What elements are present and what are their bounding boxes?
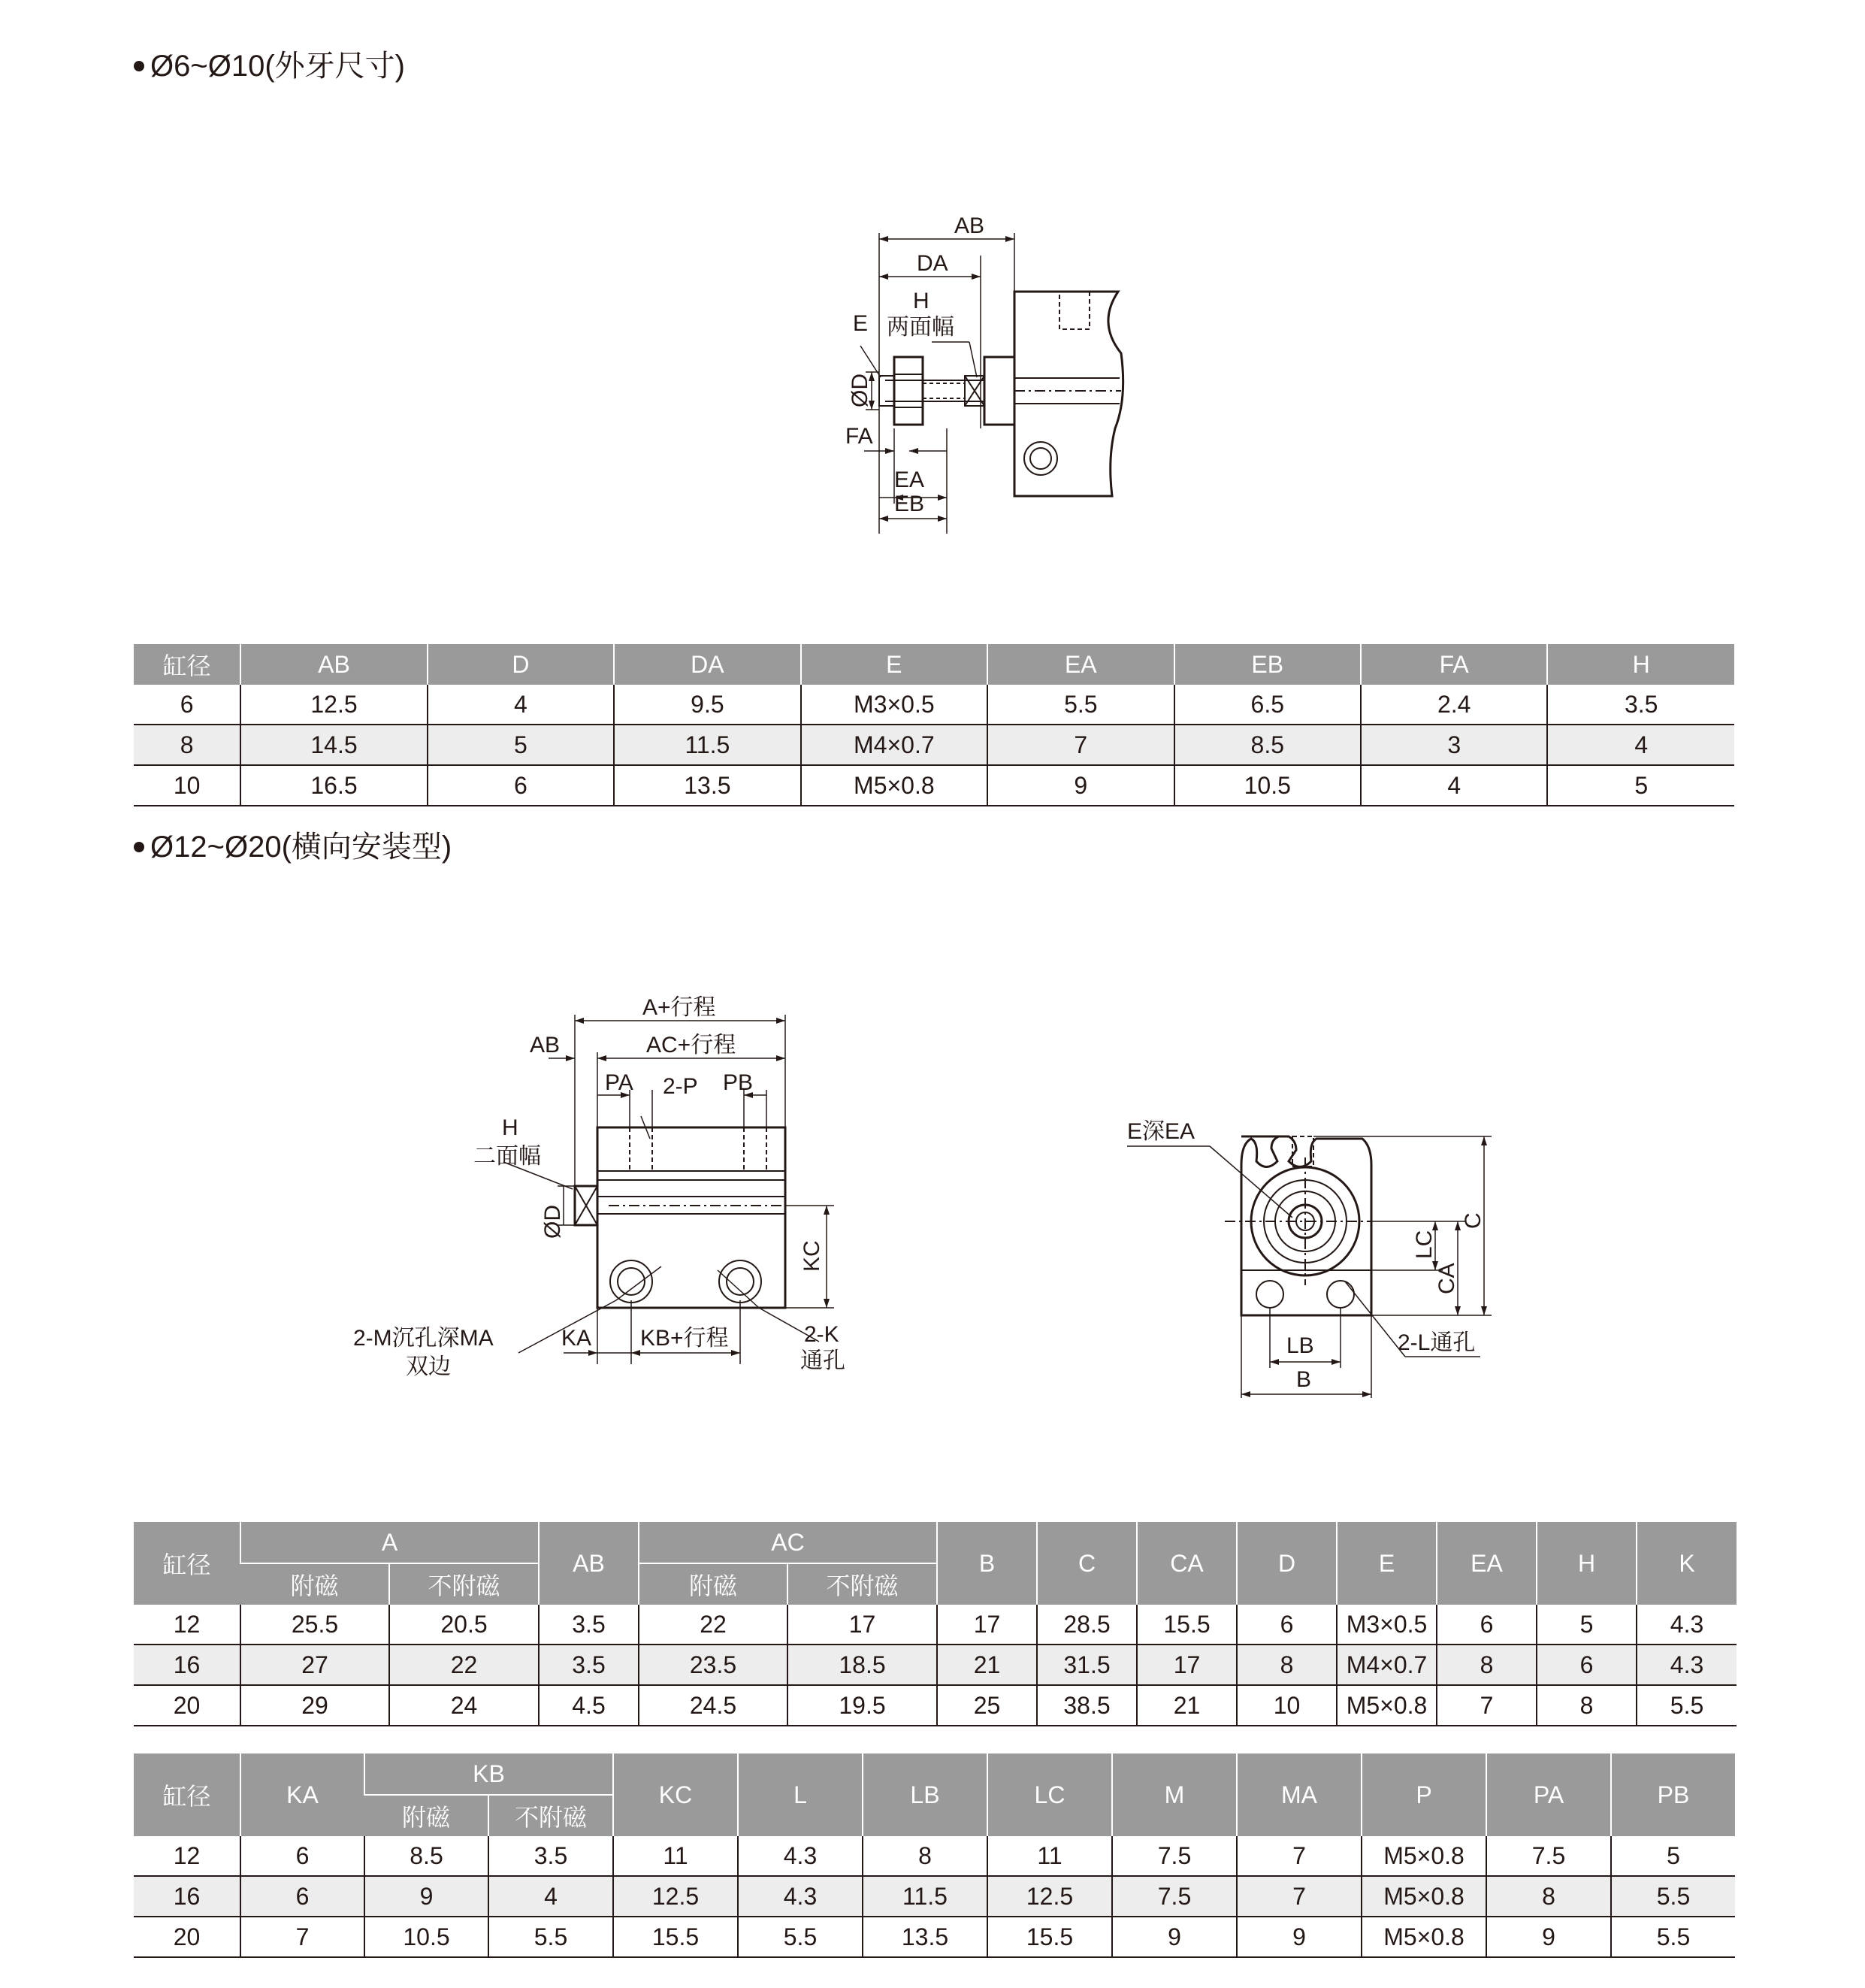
table-header-cell: DA: [614, 644, 800, 685]
label-kb-stroke: KB+行程: [640, 1326, 729, 1351]
th-a-magnetic: 附磁: [240, 1563, 389, 1605]
table-cell: 17: [787, 1605, 937, 1645]
table-cell: 11: [613, 1836, 738, 1876]
table-cell: 25: [937, 1685, 1037, 1726]
th-kb: KB: [364, 1753, 613, 1795]
table-cell: 8.5: [1174, 725, 1361, 765]
table-cell: 16.5: [240, 765, 427, 806]
th-b: B: [937, 1522, 1037, 1605]
th-lb: LB: [863, 1753, 987, 1836]
table-cell: 8: [134, 725, 240, 765]
table-row: [134, 1605, 1737, 1645]
table-header-cell: FA: [1361, 644, 1547, 685]
label-ac-stroke: AC+行程: [646, 1033, 736, 1058]
label-m-counterbore: 2-M沉孔深MA: [353, 1326, 494, 1351]
table-cell: 22: [389, 1645, 539, 1685]
table-cell: 12.5: [240, 685, 427, 725]
table-cell: 4.3: [738, 1876, 863, 1917]
label-ca: CA: [1434, 1263, 1459, 1294]
table-cell: 15.5: [987, 1917, 1112, 1957]
table-cell: 10: [134, 765, 240, 806]
table-cell: 4.5: [539, 1685, 639, 1726]
label-eb: EB: [894, 492, 925, 516]
table-cell: 12.5: [987, 1876, 1112, 1917]
label-rod-diameter: ØD: [540, 1205, 565, 1239]
th-ac-magnetic: 附磁: [639, 1563, 787, 1605]
table-row: [134, 1917, 1735, 1957]
label-kc: KC: [800, 1240, 824, 1272]
table-cell: 8.5: [364, 1836, 488, 1876]
table-cell: 3.5: [539, 1605, 639, 1645]
th-e: E: [1337, 1522, 1437, 1605]
label-h: H: [913, 289, 929, 313]
th-kc: KC: [613, 1753, 738, 1836]
table-cell: 9: [1112, 1917, 1237, 1957]
table-cell: 5.5: [488, 1917, 613, 1957]
label-two-flats: 二面幅: [473, 1144, 541, 1169]
label-ea: EA: [894, 467, 925, 492]
table-cell: 11: [987, 1836, 1112, 1876]
table-cell: 6: [428, 765, 614, 806]
table-header-row: [134, 644, 1734, 685]
table-cell: 20.5: [389, 1605, 539, 1645]
table-cell: 16: [134, 1645, 240, 1685]
label-da: DA: [917, 251, 948, 276]
table-cell: 6: [240, 1836, 364, 1876]
table-cell: 5.5: [738, 1917, 863, 1957]
table-cell: 12: [134, 1605, 240, 1645]
table-cell: 24.5: [639, 1685, 787, 1726]
table-cell: 17: [1137, 1645, 1237, 1685]
table-cell: 7: [987, 725, 1174, 765]
label-rod-diameter: ØD: [848, 374, 872, 407]
table-cell: 14.5: [240, 725, 427, 765]
table-cell: 7.5: [1112, 1876, 1237, 1917]
table-cell: M5×0.8: [1362, 1836, 1486, 1876]
th-pa: PA: [1486, 1753, 1611, 1836]
table-row: [134, 1876, 1735, 1917]
label-both-sides: 双边: [406, 1354, 451, 1379]
table-cell: M5×0.8: [1362, 1876, 1486, 1917]
label-e: E: [853, 311, 869, 336]
th-l: L: [738, 1753, 863, 1836]
table-cell: 13.5: [863, 1917, 987, 1957]
bullet-icon: [134, 842, 144, 852]
table-cell: 10.5: [1174, 765, 1361, 806]
table-header-row: [134, 1753, 1735, 1795]
table-cell: 8: [1237, 1645, 1337, 1685]
table-side-mount-dimensions-2: [134, 1753, 1735, 1958]
table-row: [134, 685, 1734, 725]
table-cell: 4: [1361, 765, 1547, 806]
table-cell: 28.5: [1037, 1605, 1137, 1645]
th-d: D: [1237, 1522, 1337, 1605]
table-cell: M4×0.7: [801, 725, 987, 765]
th-p: P: [1362, 1753, 1486, 1836]
table-header-cell: EB: [1174, 644, 1361, 685]
table-cell: M3×0.5: [1337, 1605, 1437, 1645]
table-cell: 5.5: [987, 685, 1174, 725]
label-pa: PA: [605, 1070, 633, 1095]
table-cell: 25.5: [240, 1605, 389, 1645]
table-cell: 21: [1137, 1685, 1237, 1726]
table-cell: 4.3: [738, 1836, 863, 1876]
label-pb: PB: [723, 1070, 754, 1095]
th-a: A: [240, 1522, 539, 1563]
th-c: C: [1037, 1522, 1137, 1605]
table-cell: 4: [1547, 725, 1734, 765]
th-ac: AC: [639, 1522, 937, 1563]
table-cell: 4.3: [1637, 1645, 1737, 1685]
th-ac-non-magnetic: 不附磁: [787, 1563, 937, 1605]
table-cell: 5: [1537, 1605, 1637, 1645]
table-cell: 22: [639, 1605, 787, 1645]
table-cell: 9.5: [614, 685, 800, 725]
table-cell: 9: [987, 765, 1174, 806]
table-cell: 9: [1237, 1917, 1362, 1957]
section-heading-text: Ø12~Ø20(横向安装型): [150, 831, 452, 864]
rod-end-drawing: [796, 203, 1187, 549]
th-m: M: [1112, 1753, 1237, 1836]
label-2k: 2-K: [804, 1322, 839, 1347]
section-heading-external-thread: [134, 48, 405, 84]
table-cell: 17: [937, 1605, 1037, 1645]
section-heading-text: Ø6~Ø10(外牙尺寸): [150, 50, 405, 83]
table-cell: 21: [937, 1645, 1037, 1685]
table-cell: 16: [134, 1876, 240, 1917]
table-cell: 24: [389, 1685, 539, 1726]
table-header-cell: EA: [987, 644, 1174, 685]
th-ka: KA: [240, 1753, 364, 1836]
label-c: C: [1461, 1212, 1486, 1229]
section-heading-side-mount: [134, 829, 452, 865]
table-row: [134, 1645, 1737, 1685]
table-cell: 7: [1237, 1876, 1362, 1917]
table-cell: 5: [1547, 765, 1734, 806]
table-cell: 13.5: [614, 765, 800, 806]
table-cell: 2.4: [1361, 685, 1547, 725]
th-kb-non-magnetic: 不附磁: [488, 1795, 613, 1836]
table-cell: 5: [1611, 1836, 1735, 1876]
table-row: [134, 725, 1734, 765]
table-cell: 5.5: [1611, 1917, 1735, 1957]
table-cell: 10: [1237, 1685, 1337, 1726]
table-cell: 20: [134, 1917, 240, 1957]
bullet-icon: [134, 61, 144, 71]
table-cell: 18.5: [787, 1645, 937, 1685]
table-cell: 6: [1537, 1645, 1637, 1685]
label-through-hole: 通孔: [800, 1348, 845, 1373]
table-cell: 4.3: [1637, 1605, 1737, 1645]
table-cell: 6.5: [1174, 685, 1361, 725]
th-bore: 缸径: [134, 1522, 240, 1605]
table-cell: 7: [1437, 1685, 1537, 1726]
table-cell: 6: [1437, 1605, 1537, 1645]
table-external-thread-dimensions: [134, 644, 1734, 806]
label-lc: LC: [1412, 1230, 1437, 1259]
table-cell: 12.5: [613, 1876, 738, 1917]
table-cell: 15.5: [613, 1917, 738, 1957]
label-2p: 2-P: [663, 1074, 698, 1099]
table-cell: 20: [134, 1685, 240, 1726]
table-cell: 8: [1437, 1645, 1537, 1685]
table-cell: 9: [1486, 1917, 1611, 1957]
table-cell: 6: [134, 685, 240, 725]
table-cell: 38.5: [1037, 1685, 1137, 1726]
table-cell: 3.5: [488, 1836, 613, 1876]
table-cell: 19.5: [787, 1685, 937, 1726]
table-cell: 8: [863, 1836, 987, 1876]
table-cell: 6: [240, 1876, 364, 1917]
label-e-depth-ea: E深EA: [1127, 1119, 1195, 1144]
table-side-mount-dimensions-1: [134, 1522, 1737, 1726]
th-ea: EA: [1437, 1522, 1537, 1605]
label-ka: KA: [561, 1326, 592, 1351]
table-row: [134, 765, 1734, 806]
label-ab: AB: [530, 1033, 561, 1058]
table-cell: M5×0.8: [1337, 1685, 1437, 1726]
th-pb: PB: [1611, 1753, 1735, 1836]
table-cell: 4: [428, 685, 614, 725]
table-cell: 3: [1361, 725, 1547, 765]
table-cell: 7: [1237, 1836, 1362, 1876]
table-cell: 5.5: [1611, 1876, 1735, 1917]
table-cell: 8: [1486, 1876, 1611, 1917]
th-h: H: [1537, 1522, 1637, 1605]
table-cell: 3.5: [1547, 685, 1734, 725]
th-k: K: [1637, 1522, 1737, 1605]
side-view-drawing: [338, 985, 879, 1390]
table-row: [134, 1836, 1735, 1876]
th-ab: AB: [539, 1522, 639, 1605]
th-ca: CA: [1137, 1522, 1237, 1605]
table-cell: 9: [364, 1876, 488, 1917]
front-view-drawing: [1112, 1097, 1533, 1413]
label-fa: FA: [845, 424, 873, 449]
th-bore: 缸径: [134, 1753, 240, 1836]
table-header-row: [134, 1522, 1737, 1563]
table-cell: 15.5: [1137, 1605, 1237, 1645]
th-kb-magnetic: 附磁: [364, 1795, 488, 1836]
table-cell: M5×0.8: [801, 765, 987, 806]
label-b: B: [1296, 1367, 1312, 1392]
th-ma: MA: [1237, 1753, 1362, 1836]
table-header-cell: E: [801, 644, 987, 685]
table-cell: 8: [1537, 1685, 1637, 1726]
label-ab: AB: [954, 213, 985, 238]
table-cell: 7: [240, 1917, 364, 1957]
table-cell: 11.5: [863, 1876, 987, 1917]
label-a-stroke: A+行程: [642, 995, 716, 1020]
table-cell: M5×0.8: [1362, 1917, 1486, 1957]
label-lb: LB: [1286, 1333, 1314, 1358]
table-row: [134, 1685, 1737, 1726]
table-header-cell: AB: [240, 644, 427, 685]
table-cell: 29: [240, 1685, 389, 1726]
table-cell: 5.5: [1637, 1685, 1737, 1726]
table-cell: 31.5: [1037, 1645, 1137, 1685]
table-cell: 7.5: [1112, 1836, 1237, 1876]
table-header-cell: H: [1547, 644, 1734, 685]
table-cell: 27: [240, 1645, 389, 1685]
th-lc: LC: [987, 1753, 1112, 1836]
table-cell: 10.5: [364, 1917, 488, 1957]
table-cell: 23.5: [639, 1645, 787, 1685]
table-cell: M4×0.7: [1337, 1645, 1437, 1685]
label-h: H: [502, 1115, 518, 1140]
table-cell: 11.5: [614, 725, 800, 765]
table-cell: 4: [488, 1876, 613, 1917]
th-a-non-magnetic: 不附磁: [389, 1563, 539, 1605]
label-two-flats: 两面幅: [887, 315, 954, 340]
table-cell: 12: [134, 1836, 240, 1876]
label-l-through-hole: 2-L通孔: [1398, 1330, 1476, 1355]
table-cell: 3.5: [539, 1645, 639, 1685]
table-cell: 5: [428, 725, 614, 765]
table-cell: 7.5: [1486, 1836, 1611, 1876]
table-cell: 6: [1237, 1605, 1337, 1645]
table-header-cell: D: [428, 644, 614, 685]
table-header-cell: 缸径: [134, 644, 240, 685]
table-cell: M3×0.5: [801, 685, 987, 725]
